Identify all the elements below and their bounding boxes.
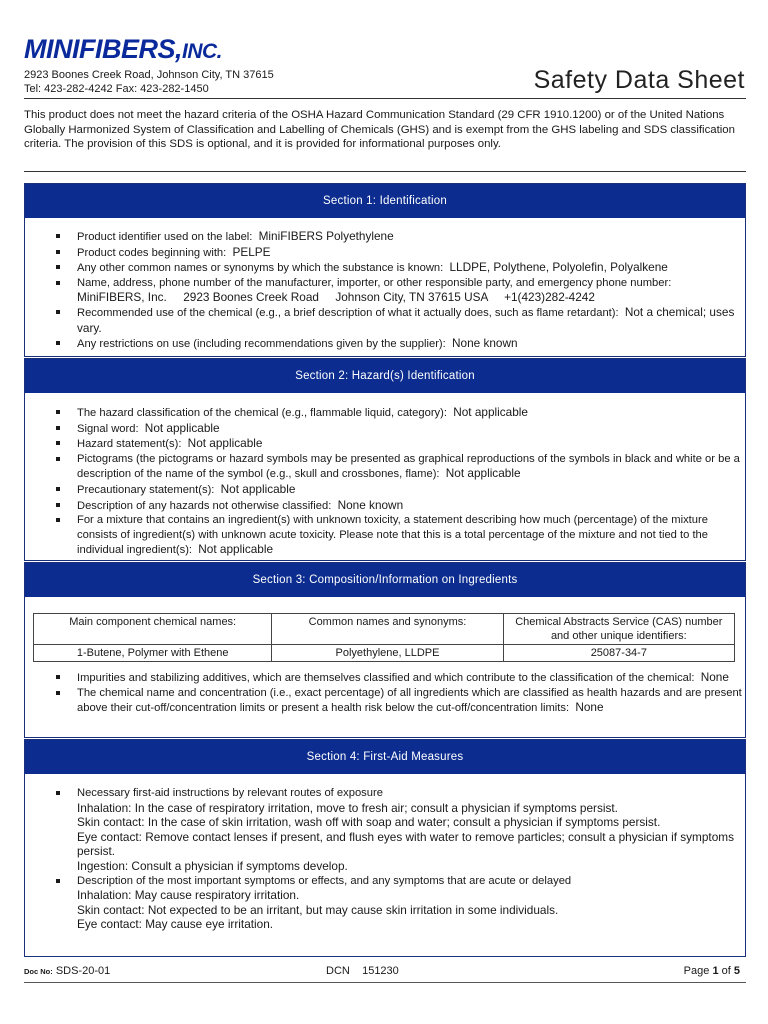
table-cell: 25087-34-7 <box>503 645 734 662</box>
section-2-header: Section 2: Hazard(s) Identification <box>25 359 745 393</box>
doc-number-label: Doc No: <box>24 967 53 976</box>
item-value: None <box>700 670 729 684</box>
item-label: Name, address, phone number of the manufacturer, importer, or other responsible party, and emergency phone number: <box>77 276 672 289</box>
item-value: Not applicable <box>187 436 263 451</box>
section-3-header: Section 3: Composition/Information on Ingredients <box>25 563 745 597</box>
item-line: Eye contact: Remove contact lenses if present, and flush eyes with water to remove particles; consult a physician if symptoms persist. <box>77 829 734 859</box>
logo-fibers-text: FIBERS, <box>79 34 183 64</box>
item-label: Any restrictions on use (including recommendations given by the supplier): <box>77 338 446 351</box>
item-value: Not applicable <box>144 420 220 435</box>
list-item <box>77 482 745 498</box>
page-total: 5 <box>733 965 740 977</box>
item-value: Not applicable <box>445 466 521 481</box>
item-label: The chemical name and concentration (i.e., exact percentage) of all ingredients which are classified as health hazards and are present above their cut-off/concentration limits or present a health risk below the cut-off/concentration limits: <box>77 686 742 715</box>
page-current: 1 <box>712 965 719 977</box>
intro-paragraph: This product does not meet the hazard criteria of the OSHA Hazard Communication Standard (29 CFR 1910.1200) or of the United Nations Globally Harmonized System of Classification and Labelling of Chemicals (GHS) and is exempt from the GHS labeling and SDS classification criteria. The provision of this SDS is optional, and it is provided for informational purposes only. <box>24 109 735 151</box>
table-header-cell: Main component chemical names: <box>34 614 272 645</box>
dcn <box>326 965 399 977</box>
list-item <box>77 229 745 245</box>
section-1-header: Section 1: Identification <box>25 184 745 218</box>
item-value: Not applicable <box>220 481 296 496</box>
table-header-cell: Common names and synonyms: <box>272 614 503 645</box>
item-label: Necessary first-aid instructions by relevant routes of exposure <box>77 787 383 799</box>
list-item <box>77 421 745 437</box>
item-value: None <box>575 700 604 715</box>
table-header-row <box>34 614 735 645</box>
item-label: For a mixture that contains an ingredient(s) with unknown toxicity, a statement describing how much (percentage) of the mixture consists of ingredient(s) with unknown acute toxicity. Please note that this is a total percentage of the mixture and not tied to the individual ingredient(s): <box>77 514 708 557</box>
list-item <box>77 305 745 336</box>
item-value: None known <box>337 497 404 512</box>
composition-table <box>33 613 735 662</box>
item-label: Impurities and stabilizing additives, which are themselves classified and which contribute to the classification of the chemical: <box>77 672 695 684</box>
item-line: Inhalation: In the case of respiratory irritation, move to fresh air; consult a physician if symptoms persist. <box>77 800 618 815</box>
list-item <box>77 436 745 452</box>
page-label: Page <box>683 965 710 977</box>
list-item <box>77 513 745 558</box>
section-2-list <box>25 405 745 558</box>
item-label: Description of the most important symptoms or effects, and any symptoms that are acute or delayed <box>77 874 572 887</box>
item-label: Pictograms (the pictograms or hazard symbols may be presented as graphical reproductions of the symbols in black and white or be a description of the name of the symbol (e.g., skull and crossbones, flame): <box>77 452 740 481</box>
section-4-header: Section 4: First-Aid Measures <box>25 740 745 774</box>
item-label: Any other common names or synonyms by which the substance is known: <box>77 262 444 275</box>
item-label: The hazard classification of the chemical (e.g., flammable liquid, category): <box>77 407 447 419</box>
item-line: Eye contact: May cause eye irritation. <box>77 917 274 932</box>
section-1-list <box>25 229 745 352</box>
company-logo <box>24 34 222 67</box>
section-1-identification <box>24 183 746 357</box>
item-value: MiniFIBERS Polyethylene <box>258 229 394 243</box>
item-line: Skin contact: In the case of skin irritation, wash off with soap and water; consult a physician if symptoms persist. <box>77 815 661 830</box>
page-number <box>684 965 740 977</box>
list-item <box>77 686 745 716</box>
doc-number <box>24 965 110 977</box>
list-item <box>77 786 745 874</box>
list-item <box>77 670 745 686</box>
list-item <box>77 260 745 276</box>
list-item <box>77 874 745 932</box>
section-4-first-aid <box>24 739 746 957</box>
list-item <box>77 498 745 514</box>
doc-number-value: SDS-20-01 <box>55 965 111 977</box>
item-label: Recommended use of the chemical (e.g., a brief description of what it actually does, such as flame retardant): <box>77 306 619 319</box>
list-item <box>77 452 745 482</box>
item-label: Hazard statement(s): <box>77 438 182 451</box>
section-3-list <box>25 670 745 716</box>
item-line: Skin contact: Not expected to be an irritant, but may cause skin irritation in some individuals. <box>77 902 559 917</box>
list-item <box>77 405 745 421</box>
footer-divider <box>24 982 746 983</box>
page-of-label: of <box>721 965 731 977</box>
table-cell: Polyethylene, LLDPE <box>272 645 503 662</box>
item-label: Description of any hazards not otherwise classified: <box>77 499 332 512</box>
item-value: Not applicable <box>453 405 528 419</box>
item-value: Not a chemical; uses vary. <box>77 304 735 335</box>
section-4-list <box>25 786 745 932</box>
item-label: Precautionary statement(s): <box>77 483 215 496</box>
section-2-hazards <box>24 358 746 561</box>
item-label: Product codes beginning with: <box>77 246 227 259</box>
table-header-cell: Chemical Abstracts Service (CAS) number and other unique identifiers: <box>503 614 734 645</box>
section-3-composition <box>24 562 746 738</box>
item-value: None known <box>451 336 518 351</box>
logo-inc-text: INC. <box>182 40 223 63</box>
dcn-value: 151230 <box>362 965 399 977</box>
header-divider <box>24 98 746 99</box>
intro-divider <box>24 171 746 172</box>
list-item <box>77 245 745 261</box>
item-line: Ingestion: Consult a physician if symptoms develop. <box>77 858 348 873</box>
item-line: Inhalation: May cause respiratory irritation. <box>77 888 300 903</box>
logo-mini-text: MINI <box>24 34 79 64</box>
item-value: MiniFIBERS, Inc. 2923 Boones Creek Road Johnson City, TN 37615 USA +1(423)282-4242 <box>77 290 595 305</box>
list-item <box>77 336 745 352</box>
list-item <box>77 276 745 305</box>
table-row <box>34 645 735 662</box>
document-title: Safety Data Sheet <box>533 66 745 94</box>
item-value: PELPE <box>232 244 271 259</box>
company-phone: Tel: 423-282-4242 Fax: 423-282-1450 <box>24 83 209 95</box>
item-value: LLDPE, Polythene, Polyolefin, Polyalkene <box>449 260 668 275</box>
item-label: Product identifier used on the label: <box>77 231 253 243</box>
item-label: Signal word: <box>77 422 139 435</box>
company-address: 2923 Boones Creek Road, Johnson City, TN 37615 <box>24 69 274 81</box>
table-cell: 1-Butene, Polymer with Ethene <box>34 645 272 662</box>
dcn-label: DCN <box>326 965 350 977</box>
item-value: Not applicable <box>198 542 274 557</box>
